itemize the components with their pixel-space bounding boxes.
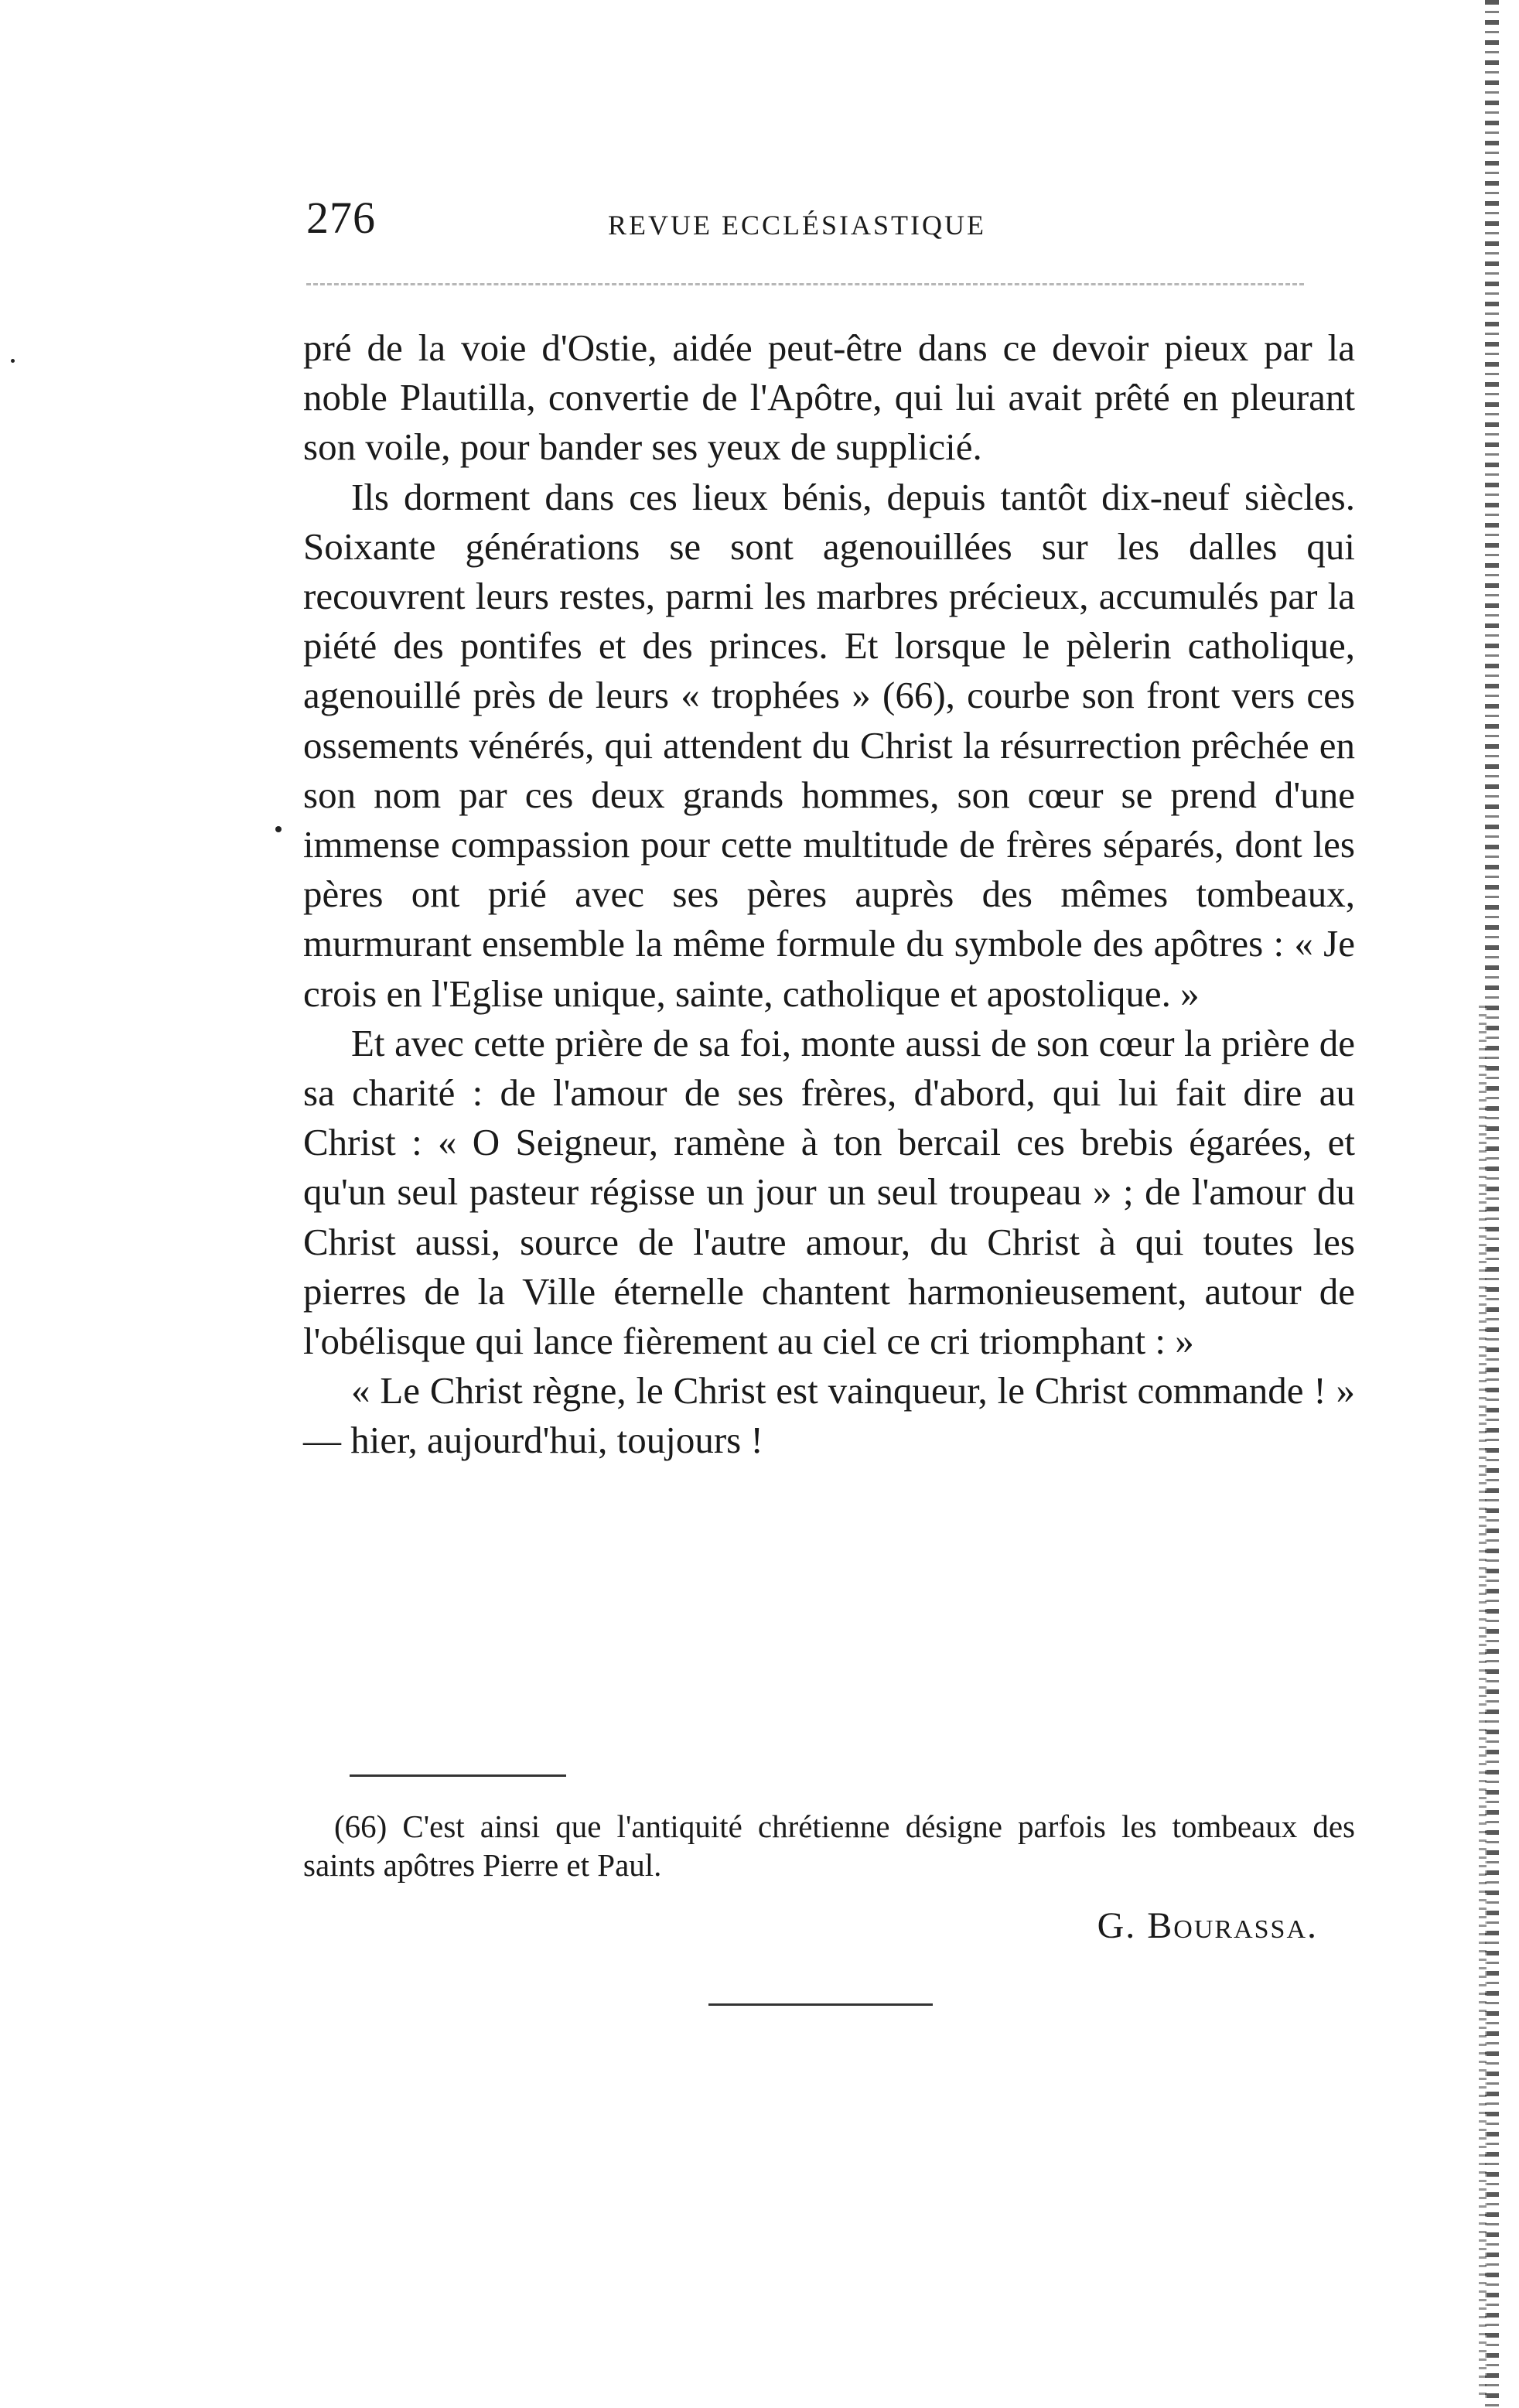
binding-edge-inner bbox=[1479, 1006, 1487, 2398]
running-head: REVUE ECCLÉSIASTIQUE bbox=[608, 210, 986, 241]
end-rule bbox=[708, 2003, 933, 2006]
page-header bbox=[306, 192, 1381, 254]
paragraph-4: « Le Christ règne, le Christ est vainqueur, le Christ commande ! » — hier, aujourd'hui, toujours ! bbox=[303, 1369, 1355, 1462]
footnote-rule bbox=[350, 1774, 566, 1777]
margin-speck bbox=[275, 826, 282, 832]
binding-edge bbox=[1485, 0, 1499, 2408]
footnote bbox=[303, 1807, 1355, 1884]
paragraph-3: Et avec cette prière de sa foi, monte aussi de son cœur la prière de sa charité : de l'amour de ses frères, d'abord, qui lui fait dire au Christ : « O Seigneur, ramène à ton bercail ces brebis égarées, et qu'un seul pasteur régisse un jour un seul troupeau » ; de l'amour du Christ aussi, source de l'autre amour, du Christ à qui toutes les pierres de la Ville éternelle chantent harmonieusement, autour de l'obélisque qui lance fièrement au ciel ce cri triomphant : » bbox=[303, 1021, 1355, 1363]
footnote-66: (66) C'est ainsi que l'antiquité chrétienne désigne parfois les tombeaux des saints apôtres Pierre et Paul. bbox=[303, 1809, 1355, 1883]
page-number: 276 bbox=[306, 193, 376, 243]
body-text bbox=[303, 323, 1355, 1466]
header-rule bbox=[306, 283, 1304, 285]
author-signature: G. Bourassa. bbox=[1097, 1905, 1318, 1946]
paragraph-2: Ils dorment dans ces lieux bénis, depuis tantôt dix-neuf siècles. Soixante générations se sont agenouillées sur les dalles qui recouvrent leurs restes, parmi les marbres précieux, accumulés par la piété des pontifes et des princes. Et lorsque le pèlerin catholique, agenouillé près de leurs « trophées » (66), courbe son front vers ces ossements vénérés, qui attendent du Christ la résurrection prêchée en son nom par ces deux grands hommes, son cœur se prend d'une immense compassion pour cette multitude de frères séparés, dont les pères ont prié avec ses pères auprès des mêmes tombeaux, murmurant ensemble la même formule du symbole des apôtres : « Je crois en l'Eglise unique, sainte, catholique et apostolique. » bbox=[303, 475, 1355, 1015]
margin-speck bbox=[11, 359, 15, 363]
paragraph-1: pré de la voie d'Ostie, aidée peut-être dans ce devoir pieux par la noble Plautilla, convertie de l'Apôtre, qui lui avait prêté en pleurant son voile, pour bander ses yeux de supplicié. bbox=[303, 326, 1355, 469]
